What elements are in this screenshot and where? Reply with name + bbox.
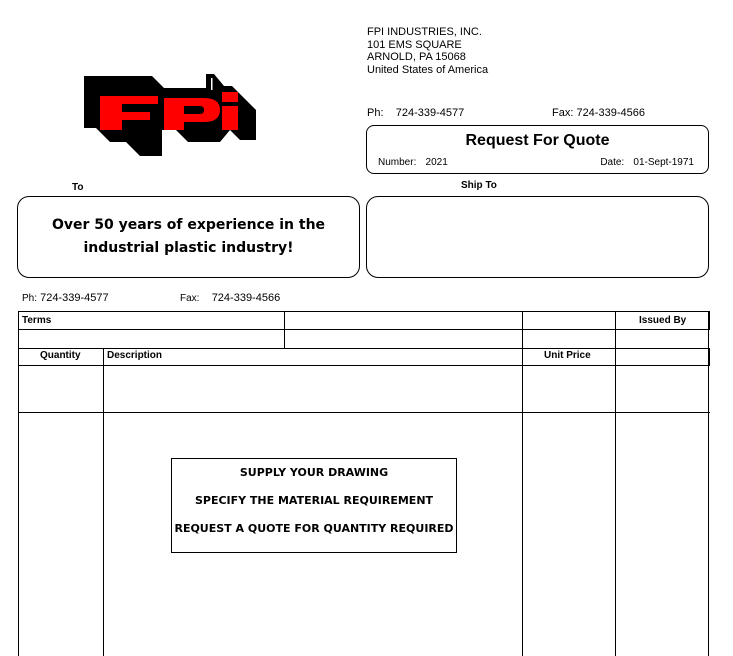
instruction-line-2: SPECIFY THE MATERIAL REQUIREMENT [194, 494, 434, 507]
table-line [18, 329, 710, 330]
instruction-line-1: SUPPLY YOUR DRAWING [239, 466, 389, 479]
description-header: Description [107, 350, 163, 361]
rfq-title: Request For Quote [465, 132, 610, 149]
company-address [367, 26, 488, 76]
table-line [18, 412, 710, 413]
quote-date: Date: 01-Sept-1971 [600, 157, 694, 168]
table-line [709, 348, 710, 366]
company-phone: Ph: 724-339-4577 [367, 107, 465, 119]
unit-price-header: Unit Price [544, 350, 591, 361]
quantity-header: Quantity [40, 350, 81, 361]
rfq-header-box [366, 125, 709, 174]
ship-to-box [366, 196, 709, 278]
fpi-logo [80, 72, 260, 158]
table-line [18, 311, 710, 312]
to-label: To [72, 182, 84, 193]
company-city: ARNOLD, PA 15068 [367, 51, 466, 63]
table-line [18, 348, 710, 349]
instructions-box [171, 458, 457, 553]
company-street: 101 EMS SQUARE [367, 38, 462, 51]
table-line [615, 311, 616, 656]
to-address-box [17, 196, 360, 278]
table-line [522, 311, 523, 656]
table-line [18, 365, 710, 366]
table-line [18, 311, 19, 656]
company-name: FPI INDUSTRIES, INC. [367, 26, 482, 38]
logo-text: FPi [80, 72, 82, 73]
quote-number: Number: 2021 [378, 157, 448, 168]
to-fax: Fax: 724-339-4566 [180, 292, 281, 304]
table-line [284, 311, 285, 348]
to-phone: Ph: 724-339-4577 [22, 292, 109, 304]
terms-header: Terms [22, 315, 52, 326]
ship-to-label: Ship To [461, 180, 497, 191]
company-country: United States of America [367, 63, 489, 76]
table-line [709, 311, 710, 330]
table-line [103, 348, 104, 656]
to-message: Over 50 years of experience in the industrial plastic industry! [51, 217, 326, 256]
company-fax: Fax: 724-339-4566 [552, 107, 645, 119]
instruction-line-3: REQUEST A QUOTE FOR QUANTITY REQUIRED [174, 522, 454, 535]
issued-by-header: Issued By [639, 315, 687, 326]
